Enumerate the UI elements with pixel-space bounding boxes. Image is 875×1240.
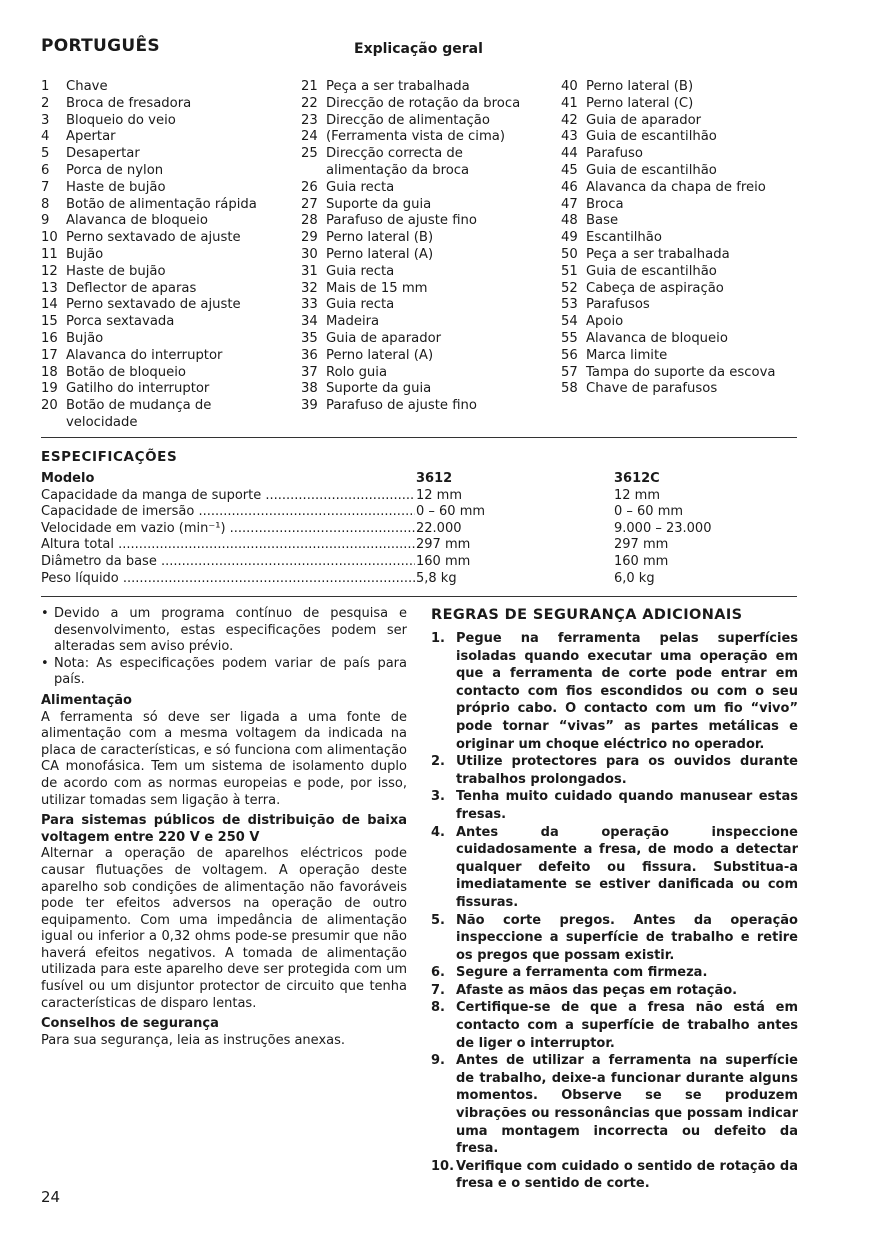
parts-list-item [301,381,541,398]
part-label: Apoio [586,314,624,330]
parts-list-item [561,180,831,197]
parts-list-item [41,180,281,197]
note-item: • Devido a um programa contínuo de pesquisa e desenvolvimento, estas especificações podem ser alteradas sem aviso prévio. [41,606,407,655]
safety-rule-item [431,788,798,823]
part-label: Guia recta [326,263,395,279]
part-label: Perno sextavado de ajuste [66,230,241,246]
parts-list-item [41,96,281,113]
parts-list-item [561,113,831,130]
low-voltage-text: Alternar a operação de aparelhos eléctricos pode causar flutuações de voltagem. A operação deste aparelho sob condições de alimentação não favoráveis pode ter efeitos adversos na operação de outro equipamento. Com uma impedância de alimentação igual ou inferior a 0,32 ohms pode-se presumir que não haverá efeitos negativos. A tomada de alimentação utilizada para este aparelho deve ser protegida com um fusível ou um disjuntor protector de circuito que tenha características de disparo lentas. [41,846,407,1011]
spec-model-3612: 3612 [415,471,606,488]
part-number: 49 [561,230,578,246]
parts-list-item [301,146,541,180]
part-label: Peça a ser trabalhada [586,246,730,262]
low-voltage-heading: Para sistemas públicos de distribuição de baixa voltagem entre 220 V e 250 V [41,813,407,845]
part-label: Guia de aparador [326,330,442,346]
part-label: Marca limite [586,347,668,363]
parts-list-item [301,96,541,113]
note-text: Nota: As especificações podem variar de país para país. [54,655,407,688]
part-number: 16 [41,330,58,346]
spec-header-row [41,471,797,488]
spec-row [41,488,797,505]
parts-list-item [41,281,281,298]
spec-row [41,537,797,554]
spec-model-3612c: 3612C [614,471,660,486]
page-number: 24 [41,1188,61,1206]
part-label: Guia de escantilhão [586,129,717,145]
safety-rule-item [431,999,798,1052]
spec-label: Velocidade em vazio (min⁻¹) ..... [41,521,415,538]
part-label: Alavanca do interruptor [66,347,223,363]
parts-list-column-2 [301,79,541,415]
part-number: 25 [301,146,318,162]
part-number: 6 [41,162,50,178]
part-label: Rolo guia [326,364,388,380]
part-number: 14 [41,297,58,313]
part-label: Apertar [66,129,116,145]
general-explanation-title: Explicação geral [354,41,483,57]
parts-list-item [301,365,541,382]
rule-number: 5. [431,912,445,928]
spec-v2: 160 mm [614,553,669,569]
spec-v1: 297 mm [415,537,606,554]
part-label: Guia de aparador [586,112,702,128]
spec-v2: 0 – 60 mm [614,504,684,520]
parts-list-item [301,230,541,247]
part-label: Peça a ser trabalhada [326,79,470,94]
rule-number: 10. [431,1158,455,1174]
part-number: 57 [561,364,578,380]
safety-advice-text: Para sua segurança, leia as instruções anexas. [41,1032,346,1048]
language-heading: PORTUGUÊS [41,36,160,56]
parts-list-item [41,146,281,163]
part-label: Bujão [66,246,104,262]
spec-v1: 5,8 kg [415,571,606,588]
part-label: Haste de bujão [66,179,166,195]
rule-text: Antes da operação inspeccione cuidadosamente a fresa, de modo a detectar qualquer defeito ou fissura. Substitua-a imediatamente se estiver danificada ou com fissuras. [456,824,798,910]
part-number: 11 [41,246,58,262]
parts-list-item [41,230,281,247]
part-number: 38 [301,381,318,397]
parts-list-item [41,348,281,365]
parts-list-item [41,79,281,96]
part-number: 2 [41,95,50,111]
spec-v1: 0 – 60 mm [415,504,606,521]
part-label: Guia recta [326,179,395,195]
part-number: 56 [561,347,578,363]
parts-list-item [41,365,281,382]
part-label: Guia recta [326,297,395,313]
part-number: 30 [301,246,318,262]
parts-list-item [561,348,831,365]
part-number: 37 [301,364,318,380]
parts-list-item [41,398,281,432]
spec-row [41,571,797,588]
parts-list-item [41,297,281,314]
safety-rule-item [431,912,798,965]
safety-rule-item [431,630,798,753]
part-number: 50 [561,246,578,262]
spec-model-label: Modelo [41,471,95,486]
power-heading: Alimentação [41,692,132,708]
parts-list-item [301,79,541,96]
note-text: Devido a um programa contínuo de pesquisa e desenvolvimento, estas especificações podem ser alteradas sem aviso prévio. [54,606,407,655]
parts-list-item [41,331,281,348]
part-number: 33 [301,297,318,313]
rule-text: Antes de utilizar a ferramenta na superfície de trabalho, deixe-a funcionar durante alguns momentos. Observe se se produzem vibrações ou ressonâncias que possam indicar uma montagem incorrecta ou defeito da fresa. [456,1053,798,1157]
part-number: 21 [301,79,318,94]
parts-list-item [561,314,831,331]
part-label: Perno lateral (B) [326,230,434,246]
part-number: 34 [301,314,318,330]
part-number: 36 [301,347,318,363]
spec-label: Diâmetro da base ..... [41,554,415,571]
rule-number: 4. [431,824,445,840]
part-label: Desapertar [66,146,140,162]
parts-list-item [561,213,831,230]
spec-v2: 9.000 – 23.000 [614,520,712,536]
parts-list-item [41,247,281,264]
parts-list-item [301,180,541,197]
part-number: 5 [41,146,50,162]
rule-number: 9. [431,1053,445,1069]
safety-rule-item [431,1158,798,1193]
parts-list-item [41,129,281,146]
parts-list-item [301,331,541,348]
parts-list-item [301,197,541,214]
divider [41,437,797,438]
parts-list-item [41,314,281,331]
parts-list-item [41,163,281,180]
spec-label: Capacidade da manga de suporte ..... [41,488,415,505]
part-label: (Ferramenta vista de cima) [326,129,506,145]
parts-list-item [301,213,541,230]
part-label: Parafuso de ajuste fino [326,398,477,414]
safety-rule-item [431,824,798,912]
part-label: Tampa do suporte da escova [586,364,776,380]
part-number: 42 [561,112,578,128]
spec-row [41,504,797,521]
part-number: 23 [301,112,318,128]
parts-list-item [41,113,281,130]
rule-number: 2. [431,754,445,770]
part-label: Botão de bloqueio [66,364,186,380]
rule-text: Certifique-se de que a fresa não está em contacto com a superfície de trabalho antes de liger o interruptor. [456,1000,798,1051]
part-label: Suporte da guia [326,196,432,212]
part-label: Broca [586,196,624,212]
part-label: Guia de escantilhão [586,162,717,178]
parts-list-item [41,381,281,398]
parts-list-item [561,247,831,264]
parts-list-item [561,129,831,146]
part-label: Alavanca de bloqueio [586,330,728,346]
spec-label: Capacidade de imersão ..... [41,504,415,521]
part-label: Alavanca da chapa de freio [586,179,766,195]
part-label: Chave [66,79,108,94]
part-label: Direcção de rotação da broca [326,95,521,111]
part-label: Mais de 15 mm [326,280,428,296]
parts-list-item [561,230,831,247]
part-number: 13 [41,280,58,296]
part-number: 29 [301,230,318,246]
parts-list-column-3 [561,79,831,398]
parts-list-item [301,129,541,146]
part-number: 41 [561,95,578,111]
safety-advice-heading: Conselhos de segurança [41,1016,219,1032]
parts-list-item [41,197,281,214]
part-number: 45 [561,162,578,178]
parts-list-item [561,331,831,348]
part-number: 46 [561,179,578,195]
part-number: 52 [561,280,578,296]
part-label: Perno sextavado de ajuste [66,297,241,313]
parts-list-item [41,213,281,230]
part-number: 26 [301,179,318,195]
part-label: Porca de nylon [66,162,164,178]
rule-number: 8. [431,1000,445,1016]
part-number: 10 [41,230,58,246]
rule-text: Utilize protectores para os ouvidos durante trabalhos prolongados. [456,754,798,787]
spec-v1: 12 mm [415,488,606,505]
part-number: 58 [561,381,578,397]
part-number: 40 [561,79,578,94]
parts-list-item [301,247,541,264]
parts-list-item [561,79,831,96]
spec-label: Peso líquido ..... [41,571,415,588]
parts-list-item [301,264,541,281]
parts-list-item [41,264,281,281]
specifications-table [41,471,797,587]
part-label: Perno lateral (B) [586,79,694,94]
spec-v1: 22.000 [415,521,606,538]
part-number: 39 [301,398,318,414]
spec-row [41,554,797,571]
spec-label: Altura total ..... [41,537,415,554]
spec-v2: 297 mm [614,537,669,553]
parts-list-item [301,281,541,298]
rule-text: Segure a ferramenta com firmeza. [456,965,708,981]
rule-number: 1. [431,631,445,646]
note-item: • Nota: As especificações podem variar de país para país. [41,655,407,688]
divider [41,596,797,597]
rule-number: 6. [431,965,445,981]
part-number: 17 [41,347,58,363]
part-label: Suporte da guia [326,381,432,397]
part-label: Chave de parafusos [586,381,718,397]
part-number: 18 [41,364,58,380]
part-number: 22 [301,95,318,111]
part-number: 3 [41,112,50,128]
part-number: 27 [301,196,318,212]
part-number: 8 [41,196,50,212]
parts-list-item [301,398,541,415]
parts-list-item [301,314,541,331]
part-number: 44 [561,146,578,162]
part-number: 4 [41,129,50,145]
part-label: Bujão [66,330,104,346]
part-label: Deflector de aparas [66,280,197,296]
part-number: 54 [561,314,578,330]
rule-text: Não corte pregos. Antes da operação inspeccione a superfície de trabalho e retire os pregos que possam existir. [456,912,798,963]
parts-list-item [561,197,831,214]
part-label: Haste de bujão [66,263,166,279]
part-label: Direcção de alimentação [326,112,490,128]
rule-text: Tenha muito cuidado quando manusear estas fresas. [456,789,798,822]
part-label: Porca sextavada [66,314,175,330]
power-text: A ferramenta só deve ser ligada a uma fonte de alimentação com a mesma voltagem da indicada na placa de características, e só funciona com alimentação CA monofásica. Tem um sistema de isolamento duplo de acordo com as normas europeias e pode, por isso, utilizar tomadas sem ligação à terra. [41,709,407,808]
rule-text: Afaste as mãos das peças em rotação. [456,982,738,998]
parts-list-column-1 [41,79,281,432]
part-number: 31 [301,263,318,279]
part-number: 28 [301,213,318,229]
rule-number: 3. [431,789,445,805]
spec-v2: 12 mm [614,487,661,503]
part-number: 53 [561,297,578,313]
safety-rules-section [431,607,798,1193]
spec-v1: 160 mm [415,554,606,571]
parts-list-item [561,96,831,113]
part-label: Cabeça de aspiração [586,280,724,296]
part-number: 51 [561,263,578,279]
rule-number: 7. [431,982,445,998]
part-number: 1 [41,79,50,94]
parts-list-item [561,365,831,382]
parts-list-item [561,163,831,180]
part-number: 48 [561,213,578,229]
safety-rule-item [431,964,798,982]
part-number: 19 [41,381,58,397]
part-label: Direcção correcta de alimentação da broca [326,146,470,178]
part-label: Guia de escantilhão [586,263,717,279]
parts-list-item [561,281,831,298]
part-label: Perno lateral (C) [586,95,694,111]
rule-text: Pegue na ferramenta pelas superfícies isoladas quando executar uma operação em que a ferramenta de corte pode entrar em contacto com fios escondidos ou com o seu próprio cabo. O contacto com um fio “vivo” pode tornar “vivas” as partes metálicas e originar um choque eléctrico no operador. [456,631,798,752]
part-label: Madeira [326,314,380,330]
parts-list-item [561,264,831,281]
part-number: 12 [41,263,58,279]
part-number: 24 [301,129,318,145]
parts-list-item [301,113,541,130]
part-number: 9 [41,213,50,229]
part-label: Botão de mudança de velocidade [66,398,212,430]
part-label: Alavanca de bloqueio [66,213,208,229]
part-label: Broca de fresadora [66,95,192,111]
parts-list-item [301,348,541,365]
part-number: 32 [301,280,318,296]
parts-list-item [561,381,831,398]
part-number: 47 [561,196,578,212]
part-label: Botão de alimentação rápida [66,196,257,212]
specifications-title: ESPECIFICAÇÕES [41,449,178,465]
safety-rule-item [431,753,798,788]
part-number: 7 [41,179,50,195]
part-number: 35 [301,330,318,346]
part-label: Gatilho do interruptor [66,381,210,397]
part-label: Parafuso de ajuste fino [326,213,477,229]
rule-text: Verifique com cuidado o sentido de rotação da fresa e o sentido de corte. [456,1158,798,1192]
part-label: Bloqueio do veio [66,112,176,128]
parts-list-item [301,297,541,314]
spec-v2: 6,0 kg [614,570,655,586]
safety-rule-item [431,1052,798,1158]
safety-rules-title: REGRAS DE SEGURANÇA ADICIONAIS [431,607,743,623]
part-label: Parafuso [586,146,643,162]
parts-list-item [561,297,831,314]
part-label: Perno lateral (A) [326,246,434,262]
safety-rule-item [431,982,798,1000]
spec-row [41,521,797,538]
part-number: 43 [561,129,578,145]
part-number: 55 [561,330,578,346]
part-label: Base [586,213,619,229]
left-column-text [41,606,407,1049]
part-label: Escantilhão [586,230,662,246]
part-number: 20 [41,398,58,414]
part-label: Perno lateral (A) [326,347,434,363]
part-number: 15 [41,314,58,330]
part-label: Parafusos [586,297,650,313]
parts-list-item [561,146,831,163]
